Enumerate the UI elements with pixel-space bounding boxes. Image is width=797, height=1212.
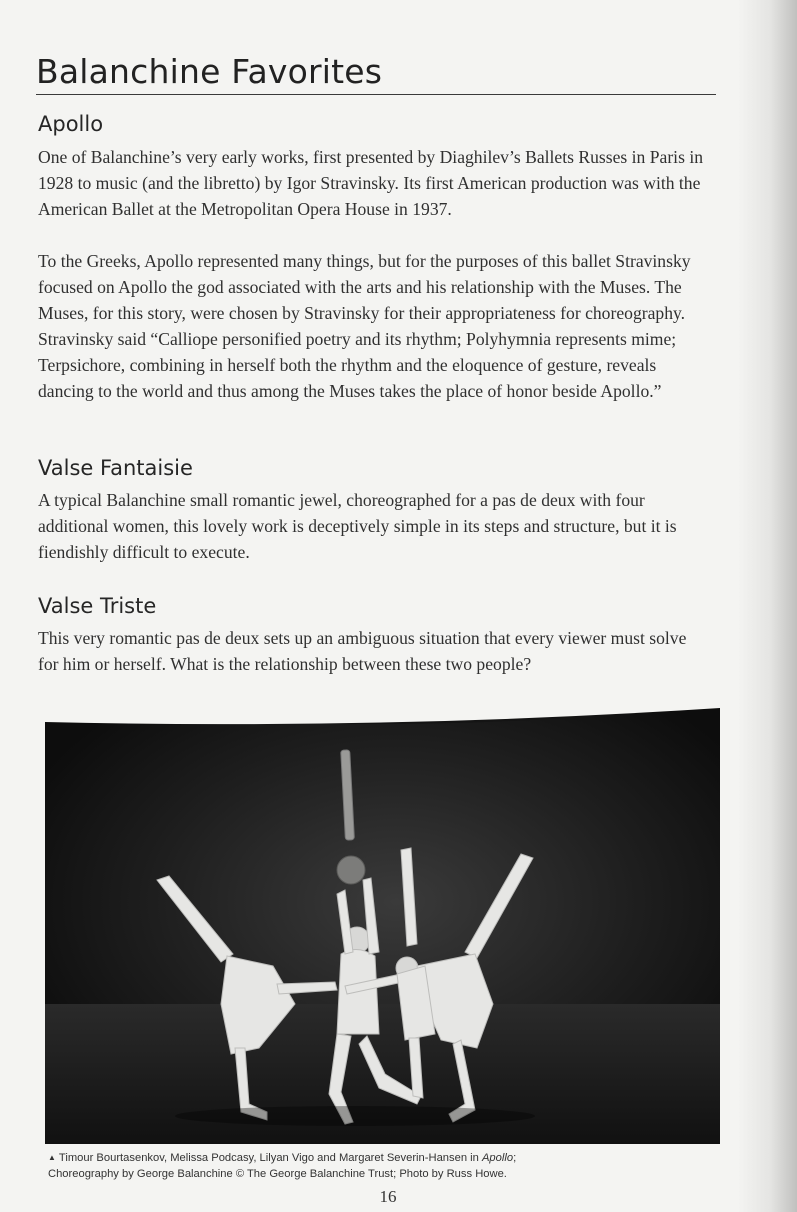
caption-credit: Choreography by George Balanchine © The George Balanchine Trust; Photo by Russ Howe.	[48, 1168, 507, 1180]
caption-marker: ▲	[48, 1153, 56, 1162]
page-title: Balanchine Favorites	[36, 52, 383, 91]
section-heading-valse-fantaisie: Valse Fantaisie	[38, 456, 193, 480]
caption-people: Timour Bourtasenkov, Melissa Podcasy, Lilyan Vigo and Margaret Severin-Hansen in	[58, 1152, 482, 1164]
valse-fantaisie-paragraph: A typical Balanchine small romantic jewel, choreographed for a pas de deux with four additional women, this lovely work is deceptively simple in its steps and structure, but it is fiendishly difficult to execute.	[38, 490, 677, 562]
page-gutter-shadow	[737, 0, 797, 1212]
apollo-paragraph-1: One of Balanchine’s very early works, first presented by Diaghilev’s Ballets Russes in Paris in 1928 to music (and the libretto) by Igor Stravinsky. Its first American production was with the American Ballet at the Metropolitan Opera House in 1937.	[38, 147, 704, 219]
apollo-performance-photo	[45, 704, 720, 1144]
page-number: 16	[379, 1187, 397, 1206]
caption-work-title: Apollo	[481, 1152, 514, 1164]
apollo-paragraph-2: To the Greeks, Apollo represented many things, but for the purposes of this ballet Stravinsky focused on Apollo the god associated with the arts and his relationship with the Muses. The Muses, for this story, were chosen by Stravinsky for their appropriateness for choreography. Stravinsky said “Calliope personified poetry and its rhythm; Polyhymnia represents mime; Terpsichore, combining in herself both the rhythm and the eloquence of gesture, reveals dancing to the world and thus among the Muses takes the place of honor beside Apollo.”	[38, 251, 691, 401]
photo-caption	[48, 1150, 608, 1182]
valse-triste-paragraph: This very romantic pas de deux sets up an ambiguous situation that every viewer must solve for him or herself. What is the relationship between these two people?	[38, 628, 687, 674]
title-rule	[36, 94, 716, 95]
section-heading-valse-triste: Valse Triste	[38, 594, 157, 618]
caption-punctuation: ;	[513, 1152, 517, 1164]
stage-shadow	[175, 1106, 535, 1126]
section-heading-apollo: Apollo	[38, 112, 104, 136]
